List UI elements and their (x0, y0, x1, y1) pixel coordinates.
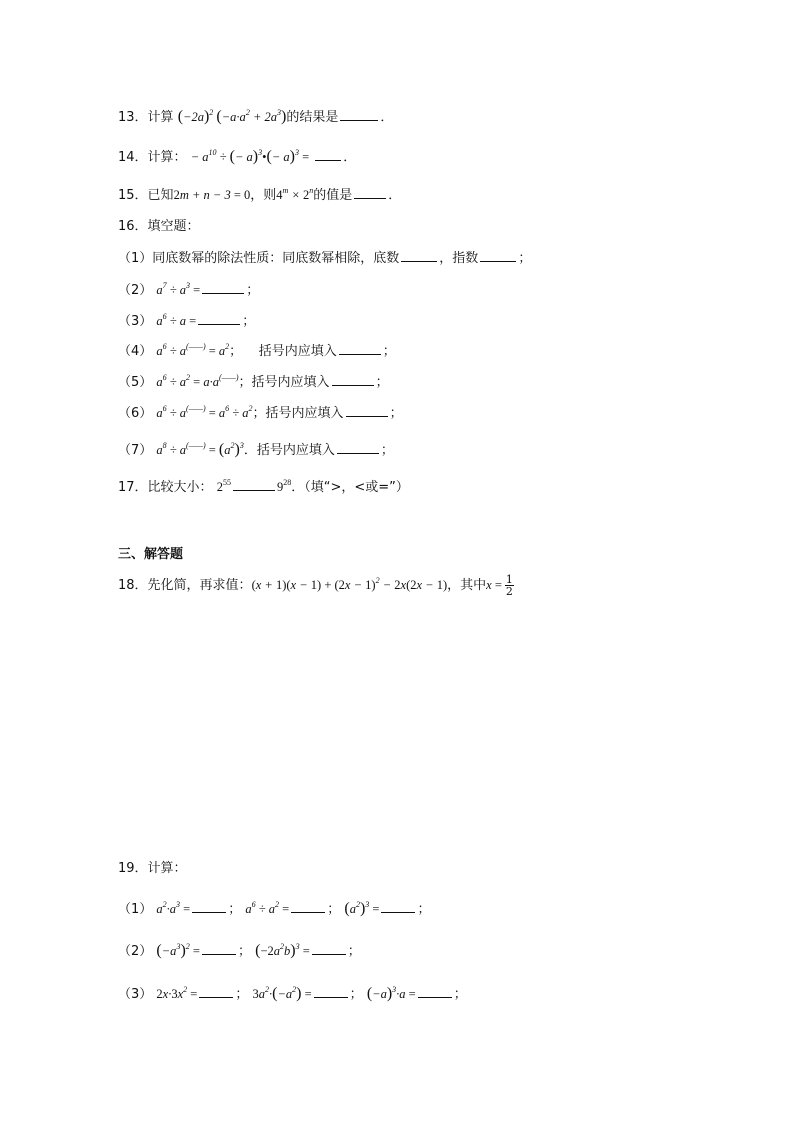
answer-blank[interactable] (233, 478, 275, 491)
formula: $(x + 1)(x - 1) + (2x - 1)^2 - 2x(2x - 1)$ (251, 576, 448, 592)
answer-blank[interactable] (315, 148, 341, 161)
question-number: 15． (118, 188, 148, 203)
question-15: 15．已知2m + n − 3 = 0，则$4^m \times 2^n$的值是 ． (118, 186, 402, 203)
answer-blank[interactable] (291, 900, 325, 913)
formula: $(-2a)^2$ $(-a\cdot a^2 + 2a^3)$ (177, 108, 287, 125)
question-number: 16． (118, 219, 148, 234)
formula: $(-2a^2b)^3$ = (255, 942, 310, 959)
q16-item-3: （3） $a^6 \div a$ = ； (118, 312, 256, 329)
formula: $a^6 \div a^{(——)} = a^6 \div a^2$ (156, 404, 253, 420)
answer-blank[interactable] (332, 373, 374, 386)
answer-blank[interactable] (480, 249, 516, 262)
answer-blank[interactable] (202, 942, 236, 955)
fraction-one-half: $\frac{1}{2}$ (505, 573, 513, 598)
question-16: 16．填空题： (118, 219, 200, 234)
answer-blank[interactable] (381, 900, 415, 913)
q19-item-2: （2） $(-a^3)^2$ = ； $(-2a^2b)^3$ = ； (118, 942, 361, 959)
answer-blank[interactable] (418, 985, 452, 998)
answer-blank[interactable] (337, 441, 379, 454)
answer-blank[interactable] (339, 342, 381, 355)
answer-blank[interactable] (401, 249, 437, 262)
formula: $(-a^3)^2$ = (156, 942, 200, 959)
q16-item-7: （7） $a^8 \div a^{(——)} = (a^2)^3$．括号内应填入 ； (118, 441, 394, 458)
q16-item-5: （5） $a^6 \div a^2 = a\cdot a^{(——)}$；括号内应填入 ； (118, 373, 389, 390)
question-number: 17． (118, 480, 148, 495)
q16-item-2: （2） $a^7 \div a^3$ = ； (118, 281, 260, 298)
formula: $a^6 \div a^{(——)} = a^2$ (156, 342, 230, 358)
formula: $a^6 \div a$ = (156, 312, 197, 328)
formula: $a^2\cdot a^3$ = (156, 900, 191, 916)
answer-blank[interactable] (354, 186, 386, 199)
formula: $2^{55}$ (216, 478, 231, 494)
q19-item-1: （1） $a^2\cdot a^3$ = ； $a^6 \div a^2$ = ； $(a^2)^3$ = ； (118, 900, 431, 917)
q16-item-4: （4） $a^6 \div a^{(——)} = a^2$； 括号内应填入 ； (118, 342, 396, 359)
answer-blank[interactable] (312, 942, 346, 955)
formula: $9^{28}$ (276, 478, 292, 494)
formula: $a^6 \div a^2 = a\cdot a^{(——)}$ (156, 373, 239, 389)
formula: $(-a)^3\cdot a$ = (366, 985, 416, 1002)
formula: $(a^2)^3$ = (344, 900, 380, 917)
q16-item-1: （1）同底数幂的除法性质：同底数幂相除，底数 ，指数 ； (118, 251, 532, 266)
question-17: 17．比较大小： $2^{55}$ $9^{28}$．（填“>，<或=”） (118, 478, 409, 495)
formula: $4^m \times 2^n$ (276, 186, 314, 202)
question-number: 19． (118, 861, 148, 876)
formula: $a^7 \div a^3$ = (156, 281, 201, 297)
formula: 2m + n − 3 = 0 (173, 188, 251, 202)
formula: $a^8 \div a^{(——)} = (a^2)^3$ (156, 441, 244, 458)
section-heading: 三、解答题 (118, 547, 184, 562)
question-14: 14．计算： − $a^{10}$ ÷ (− a)$^3$•(− a)$^3$ = ． (118, 148, 357, 165)
answer-blank[interactable] (192, 900, 226, 913)
answer-blank[interactable] (198, 312, 240, 325)
formula: $2x\cdot 3x^2$ = (156, 985, 198, 1001)
answer-blank[interactable] (314, 985, 348, 998)
question-number: 14． (118, 150, 148, 165)
q19-item-3: （3） $2x\cdot 3x^2$ = ； $3a^2\cdot(-a^2)$ = ； $(-a)^3\cdot a$ = ； (118, 985, 467, 1002)
formula: x = (486, 578, 502, 592)
q16-item-6: （6） $a^6 \div a^{(——)} = a^6 \div a^2$；括号内应填入 ； (118, 404, 403, 421)
question-13: 13．计算 $(-2a)^2$ $(-a\cdot a^2 + 2a^3)$的结果是 ． (118, 108, 394, 125)
question-number: 18． (118, 578, 148, 593)
formula: $3a^2\cdot(-a^2)$ = (252, 985, 312, 1002)
question-19: 19．计算： (118, 861, 187, 876)
question-18: 18．先化简，再求值：$(x + 1)(x - 1) + (2x - 1)^2 - 2x(2x - 1)$，其中x = $\frac{1}{2}$ (118, 573, 513, 598)
answer-blank[interactable] (202, 281, 244, 294)
formula: $a^6 \div a^2$ = (245, 900, 290, 916)
formula: − $a^{10}$ ÷ (− a)$^3$•(− a)$^3$ = (190, 148, 310, 165)
question-number: 13． (118, 110, 148, 125)
answer-blank[interactable] (199, 985, 233, 998)
answer-blank[interactable] (346, 404, 388, 417)
answer-blank[interactable] (340, 108, 378, 121)
